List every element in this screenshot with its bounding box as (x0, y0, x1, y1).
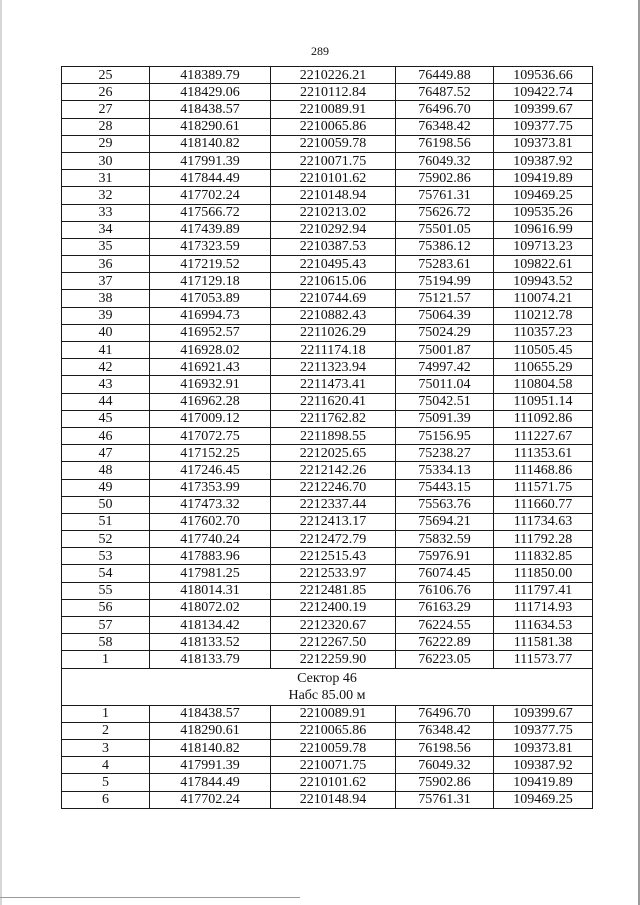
coord-x-cell: 417053.89 (150, 290, 271, 307)
coord-y-local-cell: 111353.61 (494, 445, 593, 462)
coord-y-cell: 2210089.91 (271, 705, 396, 722)
table-row (62, 290, 593, 307)
coord-y-local-cell: 109536.66 (494, 67, 593, 84)
coord-x-local-cell: 75563.76 (396, 496, 494, 513)
coord-x-cell: 417883.96 (150, 548, 271, 565)
point-number-cell: 39 (62, 307, 150, 324)
coord-x-cell: 417981.25 (150, 565, 271, 582)
coord-x-local-cell: 76106.76 (396, 582, 494, 599)
coord-x-cell: 417246.45 (150, 462, 271, 479)
coord-y-local-cell: 111573.77 (494, 651, 593, 668)
table-row (62, 462, 593, 479)
coord-y-cell: 2212142.26 (271, 462, 396, 479)
point-number-cell: 2 (62, 722, 150, 739)
sector-header-row (62, 668, 593, 705)
coord-y-cell: 2210071.75 (271, 757, 396, 774)
point-number-cell: 54 (62, 565, 150, 582)
coord-x-cell: 417740.24 (150, 531, 271, 548)
coord-x-local-cell: 75902.86 (396, 170, 494, 187)
coord-x-cell: 416921.43 (150, 359, 271, 376)
point-number-cell: 30 (62, 152, 150, 169)
point-number-cell: 32 (62, 187, 150, 204)
coord-x-local-cell: 76222.89 (396, 634, 494, 651)
coord-x-local-cell: 75902.86 (396, 774, 494, 791)
coord-y-cell: 2211898.55 (271, 427, 396, 444)
point-number-cell: 48 (62, 462, 150, 479)
coord-x-cell: 417473.32 (150, 496, 271, 513)
point-number-cell: 38 (62, 290, 150, 307)
coord-x-local-cell: 76224.55 (396, 617, 494, 634)
table-row (62, 342, 593, 359)
table-row (62, 256, 593, 273)
table-body-lower (62, 705, 593, 808)
table-row (62, 118, 593, 135)
table-row (62, 739, 593, 756)
coord-y-cell: 2210615.06 (271, 273, 396, 290)
coord-y-cell: 2210148.94 (271, 791, 396, 808)
coord-x-local-cell: 76496.70 (396, 101, 494, 118)
coord-y-cell: 2210089.91 (271, 101, 396, 118)
coord-x-local-cell: 75694.21 (396, 513, 494, 530)
coord-y-local-cell: 111797.41 (494, 582, 593, 599)
table-row (62, 170, 593, 187)
coord-x-local-cell: 75626.72 (396, 204, 494, 221)
point-number-cell: 41 (62, 342, 150, 359)
point-number-cell: 47 (62, 445, 150, 462)
table-row (62, 531, 593, 548)
coord-y-local-cell: 111734.63 (494, 513, 593, 530)
point-number-cell: 49 (62, 479, 150, 496)
coord-y-cell: 2212472.79 (271, 531, 396, 548)
table-row (62, 135, 593, 152)
table-row (62, 565, 593, 582)
coord-y-cell: 2212267.50 (271, 634, 396, 651)
coord-x-local-cell: 76449.88 (396, 67, 494, 84)
coord-y-local-cell: 109373.81 (494, 135, 593, 152)
coord-x-local-cell: 76223.05 (396, 651, 494, 668)
coord-x-local-cell: 75761.31 (396, 791, 494, 808)
coord-x-local-cell: 75156.95 (396, 427, 494, 444)
sector-header (62, 668, 593, 705)
table-row (62, 410, 593, 427)
coord-y-local-cell: 109387.92 (494, 152, 593, 169)
table-row (62, 204, 593, 221)
point-number-cell: 53 (62, 548, 150, 565)
coord-x-cell: 417991.39 (150, 757, 271, 774)
coord-y-local-cell: 110505.45 (494, 342, 593, 359)
sector-title: Сектор 46 (297, 670, 357, 686)
coord-y-local-cell: 109616.99 (494, 221, 593, 238)
coord-x-cell: 416932.91 (150, 376, 271, 393)
point-number-cell: 29 (62, 135, 150, 152)
coord-y-cell: 2212413.17 (271, 513, 396, 530)
coord-x-local-cell: 76074.45 (396, 565, 494, 582)
point-number-cell: 1 (62, 705, 150, 722)
point-number-cell: 6 (62, 791, 150, 808)
coord-y-cell: 2212337.44 (271, 496, 396, 513)
coord-y-local-cell: 111832.85 (494, 548, 593, 565)
point-number-cell: 51 (62, 513, 150, 530)
table-row (62, 67, 593, 84)
coord-x-local-cell: 75832.59 (396, 531, 494, 548)
coord-x-cell: 418389.79 (150, 67, 271, 84)
coord-x-cell: 417991.39 (150, 152, 271, 169)
point-number-cell: 26 (62, 84, 150, 101)
coord-x-local-cell: 76163.29 (396, 599, 494, 616)
coord-y-cell: 2212025.65 (271, 445, 396, 462)
coord-y-local-cell: 111660.77 (494, 496, 593, 513)
coord-y-cell: 2212515.43 (271, 548, 396, 565)
coord-x-cell: 416952.57 (150, 324, 271, 341)
coord-y-local-cell: 110074.21 (494, 290, 593, 307)
coord-x-local-cell: 76348.42 (396, 722, 494, 739)
coord-y-local-cell: 109387.92 (494, 757, 593, 774)
coord-y-local-cell: 111227.67 (494, 427, 593, 444)
point-number-cell: 3 (62, 739, 150, 756)
coord-y-cell: 2210112.84 (271, 84, 396, 101)
coord-y-local-cell: 109713.23 (494, 238, 593, 255)
sector-height: Набс 85.00 м (288, 687, 366, 703)
coord-x-local-cell: 75501.05 (396, 221, 494, 238)
coord-x-cell: 416962.28 (150, 393, 271, 410)
coord-x-cell: 417219.52 (150, 256, 271, 273)
coord-y-cell: 2210059.78 (271, 739, 396, 756)
coord-x-cell: 418134.42 (150, 617, 271, 634)
coordinates-table (61, 66, 593, 809)
coord-y-local-cell: 111634.53 (494, 617, 593, 634)
point-number-cell: 50 (62, 496, 150, 513)
table-row (62, 722, 593, 739)
coord-x-local-cell: 75042.51 (396, 393, 494, 410)
point-number-cell: 28 (62, 118, 150, 135)
coord-y-cell: 2211620.41 (271, 393, 396, 410)
point-number-cell: 34 (62, 221, 150, 238)
coord-y-cell: 2210213.02 (271, 204, 396, 221)
coord-x-local-cell: 75386.12 (396, 238, 494, 255)
table-row (62, 445, 593, 462)
coord-x-local-cell: 76348.42 (396, 118, 494, 135)
coord-x-local-cell: 76496.70 (396, 705, 494, 722)
coord-y-cell: 2210065.86 (271, 722, 396, 739)
coord-y-local-cell: 109419.89 (494, 774, 593, 791)
coord-x-cell: 418438.57 (150, 705, 271, 722)
coord-x-local-cell: 75238.27 (396, 445, 494, 462)
coord-y-local-cell: 111571.75 (494, 479, 593, 496)
point-number-cell: 45 (62, 410, 150, 427)
coord-y-cell: 2210059.78 (271, 135, 396, 152)
table-row (62, 513, 593, 530)
table-row (62, 582, 593, 599)
coord-x-local-cell: 75443.15 (396, 479, 494, 496)
coord-x-local-cell: 76049.32 (396, 757, 494, 774)
coord-x-cell: 417602.70 (150, 513, 271, 530)
table-row (62, 376, 593, 393)
table-row (62, 479, 593, 496)
coord-x-local-cell: 75024.29 (396, 324, 494, 341)
coord-x-local-cell: 75001.87 (396, 342, 494, 359)
coord-x-local-cell: 74997.42 (396, 359, 494, 376)
table-row (62, 599, 593, 616)
coord-x-local-cell: 75194.99 (396, 273, 494, 290)
point-number-cell: 5 (62, 774, 150, 791)
coord-x-local-cell: 75761.31 (396, 187, 494, 204)
coord-y-cell: 2210744.69 (271, 290, 396, 307)
table-row (62, 84, 593, 101)
coord-y-local-cell: 110655.29 (494, 359, 593, 376)
coord-x-cell: 418140.82 (150, 135, 271, 152)
table-row (62, 427, 593, 444)
coord-y-cell: 2212259.90 (271, 651, 396, 668)
page-number: 289 (311, 44, 329, 58)
coord-x-cell: 416994.73 (150, 307, 271, 324)
table-row (62, 548, 593, 565)
table-body-upper (62, 67, 593, 669)
coord-y-local-cell: 111092.86 (494, 410, 593, 427)
point-number-cell: 25 (62, 67, 150, 84)
coord-y-local-cell: 111714.93 (494, 599, 593, 616)
coord-y-cell: 2210101.62 (271, 774, 396, 791)
coord-y-cell: 2211323.94 (271, 359, 396, 376)
point-number-cell: 37 (62, 273, 150, 290)
coord-x-cell: 417702.24 (150, 187, 271, 204)
coord-x-cell: 418290.61 (150, 118, 271, 135)
point-number-cell: 58 (62, 634, 150, 651)
coord-y-local-cell: 109535.26 (494, 204, 593, 221)
bottom-rule (0, 897, 300, 898)
coord-y-local-cell: 110357.23 (494, 324, 593, 341)
point-number-cell: 27 (62, 101, 150, 118)
coord-x-cell: 418014.31 (150, 582, 271, 599)
coord-y-local-cell: 109399.67 (494, 705, 593, 722)
coord-x-local-cell: 76198.56 (396, 135, 494, 152)
table-row (62, 238, 593, 255)
table-row (62, 774, 593, 791)
coord-y-cell: 2212481.85 (271, 582, 396, 599)
coord-y-cell: 2210226.21 (271, 67, 396, 84)
coord-y-cell: 2210101.62 (271, 170, 396, 187)
table-row (62, 617, 593, 634)
coord-y-cell: 2212400.19 (271, 599, 396, 616)
sector-section (62, 668, 593, 705)
coord-x-local-cell: 76198.56 (396, 739, 494, 756)
coord-x-cell: 417702.24 (150, 791, 271, 808)
point-number-cell: 43 (62, 376, 150, 393)
coord-x-local-cell: 76049.32 (396, 152, 494, 169)
table-row (62, 393, 593, 410)
point-number-cell: 46 (62, 427, 150, 444)
coord-x-cell: 417129.18 (150, 273, 271, 290)
coord-x-local-cell: 75121.57 (396, 290, 494, 307)
point-number-cell: 56 (62, 599, 150, 616)
table-row (62, 221, 593, 238)
coord-y-local-cell: 110804.58 (494, 376, 593, 393)
point-number-cell: 44 (62, 393, 150, 410)
coord-x-cell: 417844.49 (150, 774, 271, 791)
coord-x-cell: 417009.12 (150, 410, 271, 427)
table-row (62, 152, 593, 169)
coord-x-cell: 418438.57 (150, 101, 271, 118)
coord-x-local-cell: 75976.91 (396, 548, 494, 565)
table-row (62, 359, 593, 376)
coord-y-cell: 2210065.86 (271, 118, 396, 135)
coord-x-local-cell: 75064.39 (396, 307, 494, 324)
coord-x-cell: 418140.82 (150, 739, 271, 756)
coord-x-cell: 416928.02 (150, 342, 271, 359)
point-number-cell: 31 (62, 170, 150, 187)
coord-x-cell: 417844.49 (150, 170, 271, 187)
table-row (62, 634, 593, 651)
point-number-cell: 55 (62, 582, 150, 599)
coord-y-cell: 2211473.41 (271, 376, 396, 393)
table-row (62, 757, 593, 774)
point-number-cell: 35 (62, 238, 150, 255)
table-row (62, 273, 593, 290)
coord-y-local-cell: 109822.61 (494, 256, 593, 273)
coord-y-local-cell: 109377.75 (494, 118, 593, 135)
coord-x-cell: 417152.25 (150, 445, 271, 462)
coord-y-cell: 2210882.43 (271, 307, 396, 324)
table-row (62, 324, 593, 341)
coord-y-local-cell: 111468.86 (494, 462, 593, 479)
table-row (62, 705, 593, 722)
coord-y-local-cell: 111581.38 (494, 634, 593, 651)
coord-x-cell: 417439.89 (150, 221, 271, 238)
coord-x-cell: 418133.52 (150, 634, 271, 651)
table-row (62, 187, 593, 204)
point-number-cell: 40 (62, 324, 150, 341)
table-row (62, 101, 593, 118)
coord-x-cell: 418429.06 (150, 84, 271, 101)
coord-y-cell: 2211026.29 (271, 324, 396, 341)
coord-y-cell: 2210292.94 (271, 221, 396, 238)
coord-y-local-cell: 109377.75 (494, 722, 593, 739)
coord-x-local-cell: 75283.61 (396, 256, 494, 273)
coord-x-local-cell: 75011.04 (396, 376, 494, 393)
table-row (62, 651, 593, 668)
coord-x-local-cell: 76487.52 (396, 84, 494, 101)
coord-y-local-cell: 110212.78 (494, 307, 593, 324)
coord-y-cell: 2210071.75 (271, 152, 396, 169)
coord-x-local-cell: 75334.13 (396, 462, 494, 479)
coord-x-cell: 417072.75 (150, 427, 271, 444)
point-number-cell: 33 (62, 204, 150, 221)
coord-y-local-cell: 111792.28 (494, 531, 593, 548)
coord-y-local-cell: 109943.52 (494, 273, 593, 290)
coord-y-cell: 2210495.43 (271, 256, 396, 273)
point-number-cell: 4 (62, 757, 150, 774)
coord-y-local-cell: 109422.74 (494, 84, 593, 101)
point-number-cell: 36 (62, 256, 150, 273)
point-number-cell: 57 (62, 617, 150, 634)
coord-x-cell: 418133.79 (150, 651, 271, 668)
coord-y-local-cell: 109469.25 (494, 187, 593, 204)
coord-y-cell: 2211174.18 (271, 342, 396, 359)
coord-y-local-cell: 109399.67 (494, 101, 593, 118)
coord-y-cell: 2212246.70 (271, 479, 396, 496)
coord-y-cell: 2212320.67 (271, 617, 396, 634)
scan-left-edge (0, 0, 2, 905)
coord-y-local-cell: 109419.89 (494, 170, 593, 187)
coord-y-local-cell: 109373.81 (494, 739, 593, 756)
coord-y-cell: 2211762.82 (271, 410, 396, 427)
point-number-cell: 42 (62, 359, 150, 376)
coord-y-cell: 2210148.94 (271, 187, 396, 204)
coord-y-local-cell: 111850.00 (494, 565, 593, 582)
point-number-cell: 1 (62, 651, 150, 668)
coord-x-local-cell: 75091.39 (396, 410, 494, 427)
table-row (62, 791, 593, 808)
coord-y-local-cell: 110951.14 (494, 393, 593, 410)
point-number-cell: 52 (62, 531, 150, 548)
table-row (62, 496, 593, 513)
coord-x-cell: 417353.99 (150, 479, 271, 496)
coord-y-cell: 2212533.97 (271, 565, 396, 582)
coord-x-cell: 418072.02 (150, 599, 271, 616)
coord-x-cell: 417566.72 (150, 204, 271, 221)
coord-x-cell: 418290.61 (150, 722, 271, 739)
table-row (62, 307, 593, 324)
coord-x-cell: 417323.59 (150, 238, 271, 255)
coord-y-cell: 2210387.53 (271, 238, 396, 255)
coord-y-local-cell: 109469.25 (494, 791, 593, 808)
